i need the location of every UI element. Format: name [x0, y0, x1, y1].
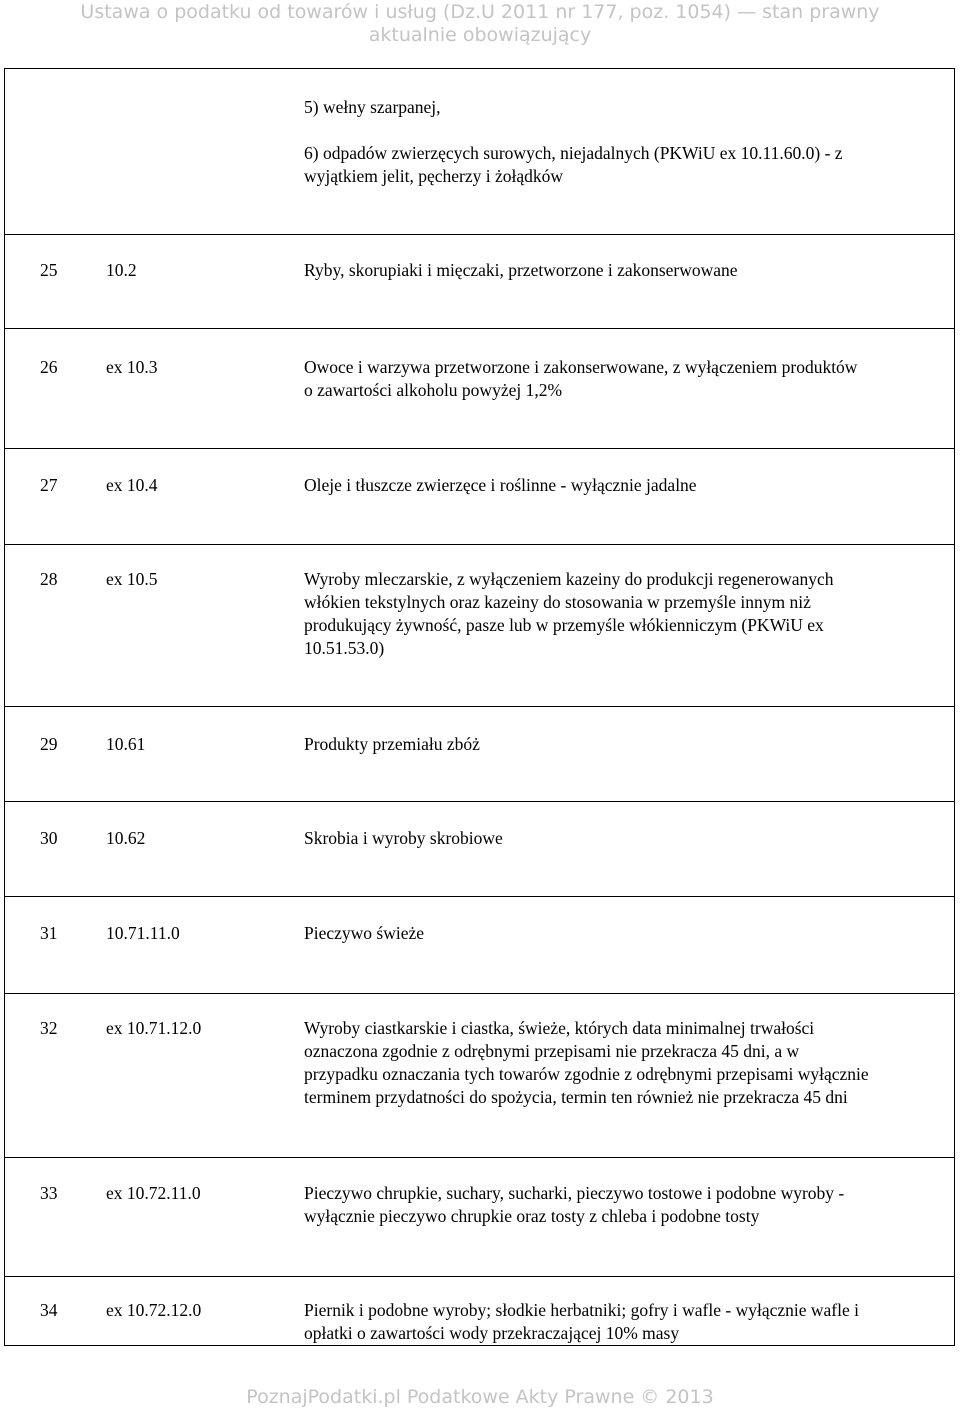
row-description: Ryby, skorupiaki i mięczaki, przetworzone i zakonserwowane: [304, 260, 738, 280]
table-rule: [4, 1276, 955, 1277]
table-rule: [4, 1157, 955, 1158]
pkwiu-code: ex 10.72.12.0: [106, 1300, 202, 1320]
header-line-2: aktualnie obowiązujący: [368, 24, 592, 46]
row-number: 25: [40, 260, 58, 280]
table-rule: [4, 993, 955, 994]
row-description: opłatki o zawartości wody przekraczającej 10% masy: [304, 1323, 680, 1343]
page-footer: PoznajPodatki.pl Podatkowe Akty Prawne © 2013: [246, 1386, 714, 1408]
table-rule: [4, 68, 955, 69]
continuation-line: wyjątkiem jelit, pęcherzy i żołądków: [304, 166, 564, 186]
row-description: produkujący żywność, pasze lub w przemyśle włókienniczym (PKWiU ex: [304, 615, 824, 635]
row-description: wyłącznie pieczywo chrupkie oraz tosty z chleba i podobne tosty: [304, 1206, 760, 1226]
header-line-1: Ustawa o podatku od towarów i usług (Dz.U 2011 nr 177, poz. 1054) — stan prawny: [80, 1, 880, 23]
table-rule: [4, 544, 955, 545]
row-description: Owoce i warzywa przetworzone i zakonserwowane, z wyłączeniem produktów: [304, 357, 858, 377]
pkwiu-code: 10.61: [106, 734, 146, 754]
row-description: oznaczona zgodnie z odrębnymi przepisami nie przekracza 45 dni, a w: [304, 1041, 800, 1061]
row-description: o zawartości alkoholu powyżej 1,2%: [304, 380, 563, 400]
continuation-line: 5) wełny szarpanej,: [304, 97, 441, 117]
table-rule: [4, 234, 955, 235]
row-number: 34: [40, 1300, 58, 1320]
row-description: Produkty przemiału zbóż: [304, 734, 480, 754]
row-description: Pieczywo świeże: [304, 923, 425, 943]
table-rule: [4, 448, 955, 449]
table-rule: [4, 896, 955, 897]
table-rule: [4, 706, 955, 707]
pkwiu-code: ex 10.5: [106, 569, 158, 589]
row-description: Piernik i podobne wyroby; słodkie herbatniki; gofry i wafle - wyłącznie wafle i: [304, 1300, 859, 1320]
pkwiu-code: 10.2: [106, 260, 137, 280]
row-number: 28: [40, 569, 58, 589]
pkwiu-code: ex 10.4: [106, 475, 158, 495]
row-description: Wyroby ciastkarskie i ciastka, świeże, których data minimalnej trwałości: [304, 1018, 815, 1038]
row-number: 31: [40, 923, 58, 943]
pkwiu-code: ex 10.71.12.0: [106, 1018, 202, 1038]
row-number: 26: [40, 357, 58, 377]
row-number: 33: [40, 1183, 58, 1203]
row-description: Wyroby mleczarskie, z wyłączeniem kazeiny do produkcji regenerowanych: [304, 569, 834, 589]
row-description: przypadku oznaczania tych towarów zgodnie z odrębnymi przepisami wyłącznie: [304, 1064, 869, 1084]
pkwiu-code: 10.71.11.0: [106, 923, 180, 943]
pkwiu-code: 10.62: [106, 828, 146, 848]
continuation-line: 6) odpadów zwierzęcych surowych, niejadalnych (PKWiU ex 10.11.60.0) - z: [304, 143, 843, 163]
row-description: Pieczywo chrupkie, suchary, sucharki, pieczywo tostowe i podobne wyroby -: [304, 1183, 845, 1203]
row-number: 30: [40, 828, 58, 848]
row-description: włókien tekstylnych oraz kazeiny do stosowania w przemyśle innym niż: [304, 592, 811, 612]
pkwiu-code: ex 10.3: [106, 357, 158, 377]
pkwiu-code: ex 10.72.11.0: [106, 1183, 201, 1203]
row-number: 29: [40, 734, 58, 754]
table-rule: [4, 801, 955, 802]
row-description: 10.51.53.0): [304, 638, 385, 658]
row-description: terminem przydatności do spożycia, termin ten również nie przekracza 45 dni: [304, 1087, 848, 1107]
row-number: 27: [40, 475, 58, 495]
row-description: Oleje i tłuszcze zwierzęce i roślinne - wyłącznie jadalne: [304, 475, 697, 495]
row-description: Skrobia i wyroby skrobiowe: [304, 828, 503, 848]
table-rule: [4, 328, 955, 329]
row-number: 32: [40, 1018, 58, 1038]
